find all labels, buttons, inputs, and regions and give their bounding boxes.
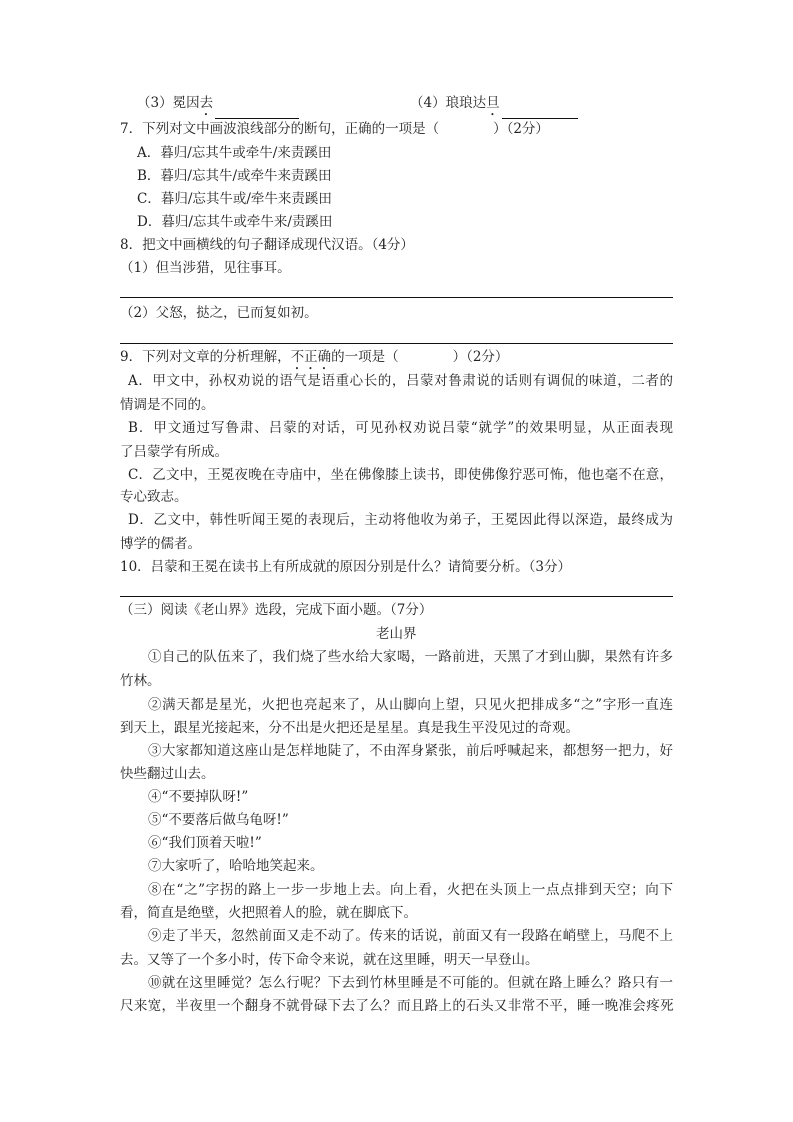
- q8-sub2: （2）父怒，挞之，已而复如初。: [120, 305, 318, 321]
- paragraph-3: ③大家都知道这座山是怎样地陡了，不由浑身紧张，前后呼喊起来，都想努一把力，好: [148, 743, 673, 759]
- answer-blank[interactable]: [215, 104, 299, 119]
- q6-item4-text: （4）琅琅达: [410, 95, 487, 111]
- q7-option-a: A．暮归/忘其牛或牵牛/来责蹊田: [137, 145, 332, 161]
- q9-stem-post: 的一项是（ ）（2分）: [331, 349, 509, 365]
- paragraph-1: ①自己的队伍来了，我们烧了些水给大家喝，一路前进，天黑了才到山脚，果然有许多: [148, 649, 673, 665]
- passage-title: 老山界: [376, 626, 417, 642]
- answer-line[interactable]: [120, 297, 673, 298]
- q9-option-d: D．乙文中，韩性听闻王冕的表现后，主动将他收为弟子，王冕因此得以深造，最终成为: [128, 512, 673, 528]
- q9-option-b-cont: 了吕蒙学有所成。: [120, 444, 228, 460]
- q8-stem: 8．把文中画横线的句子翻译成现代汉语。（4分）: [120, 237, 414, 253]
- answer-blank[interactable]: [502, 104, 578, 119]
- paragraph-8-cont: 看，简直是绝壁，火把照着人的脸，就在脚底下。: [120, 905, 417, 921]
- paragraph-4: ④“不要掉队呀!”: [148, 789, 249, 805]
- paragraph-2-cont: 到天上，跟星光接起来，分不出是火把还是星星。真是我生平没见过的奇观。: [120, 720, 579, 736]
- q9-option-c-cont: 专心致志。: [120, 489, 188, 505]
- section3-heading: （三）阅读《老山界》选段，完成下面小题。（7分）: [120, 602, 433, 618]
- paragraph-7: ⑦大家听了，哈哈地笑起来。: [148, 858, 324, 874]
- q9-option-a: A．甲文中，孙权劝说的语气是语重心长的，吕蒙对鲁肃说的话则有调侃的味道，二者的: [128, 373, 673, 389]
- q6-item4: [410, 94, 578, 119]
- paragraph-2: ②满天都是星光，火把也亮起来了，从山脚向上望，只见火把排成多“之”字形一直连: [148, 697, 673, 713]
- emphasized-char: 去: [199, 95, 214, 111]
- paragraph-5: ⑤“不要落后做乌龟呀!”: [148, 812, 289, 828]
- q9-option-d-cont: 博学的儒者。: [120, 536, 201, 552]
- emphasized-text: 不正确: [290, 349, 332, 365]
- paragraph-6: ⑥“我们顶着天啦!”: [148, 835, 262, 851]
- q8-sub1: （1）但当涉猎，见往事耳。: [120, 260, 291, 276]
- q6-item3-text: （3）冕因: [137, 95, 200, 111]
- paragraph-1-cont: 竹林。: [120, 673, 161, 689]
- q9-stem-pre: 9．下列对文章的分析理解，: [120, 349, 291, 365]
- q9-option-c: C．乙文中，王冕夜晚在寺庙中，坐在佛像膝上读书，即使佛像狞恶可怖，他也毫不在意，: [128, 467, 673, 483]
- paragraph-9: ⑨走了半天，忽然前面又走不动了。传来的话说，前面又有一段路在峭壁上，马爬不上: [148, 928, 673, 944]
- q6-item3: [137, 94, 299, 119]
- answer-line[interactable]: [120, 343, 673, 344]
- q9-option-a-cont: 情调是不同的。: [120, 397, 215, 413]
- paragraph-10-cont: 尺来宽，半夜里一个翻身不就骨碌下去了么？而且路上的石头又非常不平，睡一晚准会疼死: [120, 998, 673, 1014]
- q7-stem: 7．下列对文中画波浪线部分的断句，正确的一项是（ ）（2分）: [120, 121, 549, 137]
- q7-option-c: C．暮归/忘其牛或/牵牛来责蹊田: [137, 191, 332, 207]
- q7-option-d: D．暮归/忘其牛或牵牛来/责蹊田: [137, 214, 333, 230]
- paragraph-3-cont: 快些翻过山去。: [120, 766, 215, 782]
- q9-option-b: B．甲文通过写鲁肃、吕蒙的对话，可见孙权劝说吕蒙“就学”的效果明显，从正面表现: [128, 420, 673, 436]
- paragraph-9-cont: 去。又等了一个多小时，传下命令来说，就在这里睡，明天一早登山。: [120, 952, 539, 968]
- answer-line[interactable]: [120, 596, 673, 597]
- emphasized-char: 旦: [486, 95, 500, 111]
- paragraph-10: ⑩就在这里睡觉？怎么行呢？下去到竹林里睡是不可能的。但就在路上睡么？路只有一: [148, 975, 673, 991]
- q10-stem: 10．吕蒙和王冕在读书上有所成就的原因分别是什么？请简要分析。（3分）: [120, 559, 572, 575]
- q7-option-b: B．暮归/忘其牛/或牵牛来责蹊田: [137, 168, 332, 184]
- q9-stem: [120, 348, 508, 373]
- paragraph-8: ⑧在“之”字拐的路上一步一步地上去。向上看，火把在头顶上一点点排到天空；向下: [148, 882, 673, 898]
